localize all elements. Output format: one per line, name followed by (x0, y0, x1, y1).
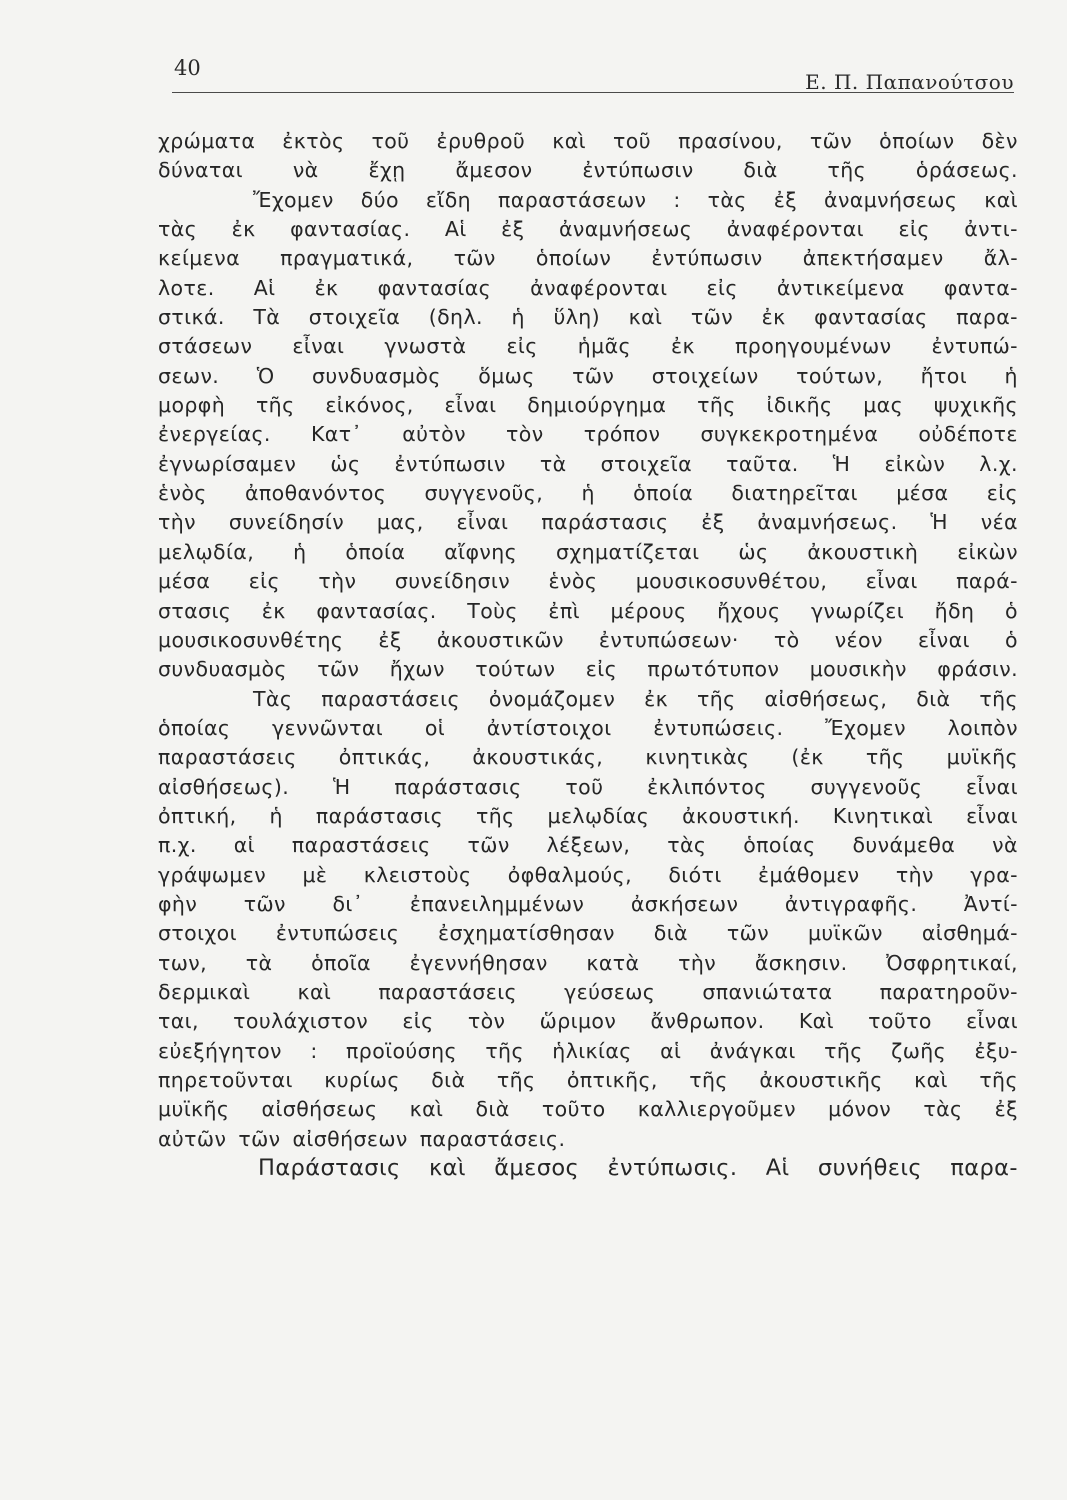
section-heading-line: Παράστασις καὶ ἄμεσος ἐντύπωσις. Αἱ συνήθεις παρα- (258, 1155, 1018, 1182)
text-line: δερμικαὶ καὶ παραστάσεις γεύσεως σπανιώτατα παρατηροῦν- (158, 979, 1018, 1004)
text-line: εὐεξήγητον : προϊούσης τῆς ἡλικίας αἱ ἀνάγκαι τῆς ζωῆς ἐξυ- (158, 1038, 1018, 1063)
text-line: συνδυασμὸς τῶν ἤχων τούτων εἰς πρωτότυπον μουσικὴν φράσιν. (158, 657, 1018, 682)
text-line: μυϊκῆς αἰσθήσεως καὶ διὰ τοῦτο καλλιεργοῦμεν μόνον τὰς ἐξ (158, 1097, 1018, 1122)
text-line: ται, τουλάχιστον εἰς τὸν ὥριμον ἄνθρωπον. Καὶ τοῦτο εἶναι (158, 1009, 1018, 1034)
running-head-author: Ε. Π. Παπανούτσου (805, 70, 1014, 94)
text-line: πηρετοῦνται κυρίως διὰ τῆς ὀπτικῆς, τῆς ἀκουστικῆς καὶ τῆς (158, 1068, 1018, 1092)
page-header (172, 52, 1014, 93)
text-line: κείμενα πραγματικά, τῶν ὁποίων ἐντύπωσιν ἀπεκτήσαμεν ἄλ- (158, 246, 1018, 271)
text-line: δύναται νὰ ἔχῃ ἄμεσον ἐντύπωσιν διὰ τῆς ὁράσεως. (158, 158, 1018, 183)
text-line: σεων. Ὁ συνδυασμὸς ὅμως τῶν στοιχείων τούτων, ἤτοι ἡ (158, 363, 1018, 388)
text-line: λοτε. Αἱ ἐκ φαντασίας ἀναφέρονται εἰς ἀντικείμενα φαντα- (158, 275, 1018, 300)
text-line: φὴν τῶν δι᾽ ἐπανειλημμένων ἀσκήσεων ἀντιγραφῆς. Ἀντί- (158, 891, 1018, 916)
text-line: μορφὴ τῆς εἰκόνος, εἶναι δημιούργημα τῆς ἰδικῆς μας ψυχικῆς (158, 393, 1018, 418)
page-number: 40 (174, 56, 201, 80)
text-line: των, τὰ ὁποῖα ἐγεννήθησαν κατὰ τὴν ἄσκησιν. Ὀσφρητικαί, (158, 950, 1018, 975)
text-line: ὁποίας γεννῶνται οἱ ἀντίστοιχοι ἐντυπώσεις. Ἔχομεν λοιπὸν (158, 715, 1018, 740)
text-line: ἐνεργείας. Κατ᾽ αὐτὸν τὸν τρόπον συγκεκροτημένα οὐδέποτε (158, 422, 1018, 447)
text-line: τὰς ἐκ φαντασίας. Αἱ ἐξ ἀναμνήσεως ἀναφέρονται εἰς ἀντι- (158, 217, 1018, 242)
text-line: π.χ. αἱ παραστάσεις τῶν λέξεων, τὰς ὁποίας δυνάμεθα νὰ (158, 833, 1018, 858)
text-line: γράψωμεν μὲ κλειστοὺς ὀφθαλμούς, διότι ἐμάθομεν τὴν γρα- (158, 862, 1018, 887)
text-line: ὀπτική, ἡ παράστασις τῆς μελῳδίας ἀκουστική. Κινητικαὶ εἶναι (158, 803, 1018, 828)
text-line: ἐγνωρίσαμεν ὡς ἐντύπωσιν τὰ στοιχεῖα ταῦτα. Ἡ εἰκὼν λ.χ. (158, 451, 1018, 476)
text-line: αὐτῶν τῶν αἰσθήσεων παραστάσεις. (158, 1126, 566, 1151)
text-line: Ἔχομεν δύο εἴδη παραστάσεων : τὰς ἐξ ἀναμνήσεως καὶ (253, 187, 1018, 212)
text-line: τὴν συνείδησίν μας, εἶναι παράστασις ἐξ ἀναμνήσεως. Ἡ νέα (158, 510, 1018, 535)
text-line: παραστάσεις ὀπτικάς, ἀκουστικάς, κινητικὰς (ἐκ τῆς μυϊκῆς (158, 745, 1018, 770)
text-line: στάσεων εἶναι γνωστὰ εἰς ἡμᾶς ἐκ προηγουμένων ἐντυπώ- (158, 334, 1018, 359)
body-text (158, 127, 1018, 1183)
text-line: μουσικοσυνθέτης ἐξ ἀκουστικῶν ἐντυπώσεων· τὸ νέον εἶναι ὁ (158, 627, 1018, 652)
text-line: μέσα εἰς τὴν συνείδησιν ἑνὸς μουσικοσυνθέτου, εἶναι παρά- (158, 569, 1018, 594)
text-line: ἑνὸς ἀποθανόντος συγγενοῦς, ἡ ὁποία διατηρεῖται μέσα εἰς (158, 481, 1018, 506)
text-line: αἰσθήσεως). Ἡ παράστασις τοῦ ἐκλιπόντος συγγενοῦς εἶναι (158, 774, 1018, 799)
text-line: χρώματα ἐκτὸς τοῦ ἐρυθροῦ καὶ τοῦ πρασίνου, τῶν ὁποίων δὲν (158, 129, 1018, 153)
text-line: στικά. Τὰ στοιχεῖα (δηλ. ἡ ὕλη) καὶ τῶν ἐκ φαντασίας παρα- (158, 305, 1018, 330)
text-line: μελῳδία, ἡ ὁποία αἴφνης σχηματίζεται ὡς ἀκουστικὴ εἰκὼν (158, 539, 1018, 564)
text-line: στασις ἐκ φαντασίας. Τοὺς ἐπὶ μέρους ἤχους γνωρίζει ἤδη ὁ (158, 598, 1018, 623)
text-line: Τὰς παραστάσεις ὀνομάζομεν ἐκ τῆς αἰσθήσεως, διὰ τῆς (253, 686, 1018, 711)
text-line: στοιχοι ἐντυπώσεις ἐσχηματίσθησαν διὰ τῶν μυϊκῶν αἰσθημά- (158, 921, 1018, 946)
